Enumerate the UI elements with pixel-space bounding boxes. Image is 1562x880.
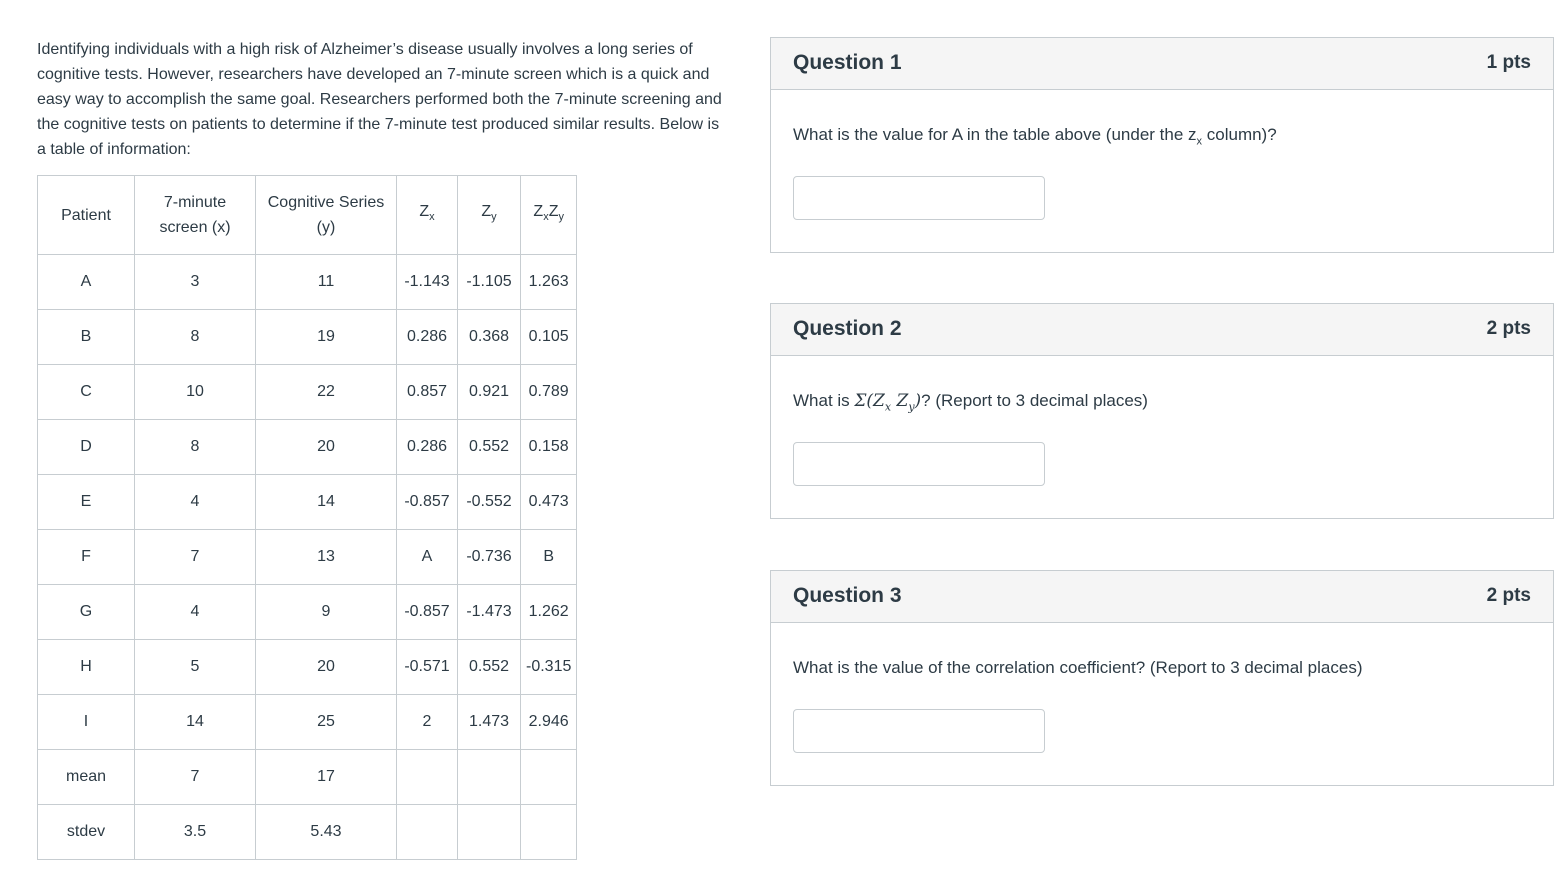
question-1-text-after: column)? — [1202, 125, 1277, 144]
cell-cognitive: 25 — [256, 695, 397, 750]
question-2-math-mid: Z — [891, 391, 909, 411]
cell-zxzy: 1.263 — [521, 255, 577, 310]
question-2-answer-input[interactable] — [793, 442, 1045, 486]
cell-cognitive: 17 — [256, 750, 397, 805]
cell-patient: F — [38, 530, 135, 585]
table-row — [38, 365, 577, 420]
table-row — [38, 255, 577, 310]
header-zx-letter: Z — [419, 203, 430, 221]
header-cognitive-line1: Cognitive Series — [267, 194, 385, 211]
cell-cognitive: 13 — [256, 530, 397, 585]
question-3-text: What is the value of the correlation coefficient? (Report to 3 decimal places) — [793, 658, 1363, 677]
table-row — [38, 585, 577, 640]
question-1-points: 1 pts — [1486, 52, 1531, 73]
table-row-stdev — [38, 805, 577, 860]
header-zy-letter: Z — [481, 203, 492, 221]
header-zxzy-letter1: Z — [533, 203, 544, 221]
question-1-text-sub: x — [1196, 135, 1203, 148]
cell-screen: 8 — [135, 420, 256, 475]
question-1-header — [771, 38, 1553, 90]
question-2-math — [854, 391, 922, 414]
cell-screen: 5 — [135, 640, 256, 695]
cell-screen: 10 — [135, 365, 256, 420]
cell-screen: 8 — [135, 310, 256, 365]
cell-cognitive: 14 — [256, 475, 397, 530]
header-screen-line2: screen (x) — [159, 219, 231, 236]
cell-zy — [458, 750, 521, 805]
cell-zy: -0.552 — [458, 475, 521, 530]
cell-screen: 7 — [135, 530, 256, 585]
question-2-math-sub1: x — [884, 400, 892, 414]
cell-zy: 1.473 — [458, 695, 521, 750]
cell-zx: 0.286 — [397, 310, 458, 365]
question-3-title: Question 3 — [793, 584, 902, 607]
cell-screen: 3 — [135, 255, 256, 310]
question-3-header — [771, 571, 1553, 623]
table-header-row — [38, 176, 577, 255]
table-row — [38, 310, 577, 365]
header-zxzy-sub2: y — [558, 211, 564, 224]
question-3-answer-input[interactable] — [793, 709, 1045, 753]
cell-zx: -1.143 — [397, 255, 458, 310]
cell-zy: -0.736 — [458, 530, 521, 585]
table-row — [38, 530, 577, 585]
cell-zx: 0.286 — [397, 420, 458, 475]
cell-zy: -1.105 — [458, 255, 521, 310]
cell-zx — [397, 805, 458, 860]
cell-patient: H — [38, 640, 135, 695]
question-1-title: Question 1 — [793, 51, 902, 74]
cell-zxzy: -0.315 — [521, 640, 577, 695]
cell-screen: 14 — [135, 695, 256, 750]
cell-patient: D — [38, 420, 135, 475]
question-2-math-sigma: Σ(Z — [854, 391, 885, 411]
question-1-card — [770, 37, 1554, 253]
cell-cognitive: 22 — [256, 365, 397, 420]
cell-cognitive: 9 — [256, 585, 397, 640]
cell-zx: A — [397, 530, 458, 585]
question-1-answer-input[interactable] — [793, 176, 1045, 220]
question-2-text-after: ? (Report to 3 decimal places) — [921, 391, 1148, 410]
cell-zx: -0.571 — [397, 640, 458, 695]
cell-screen: 3.5 — [135, 805, 256, 860]
header-zy — [458, 176, 521, 255]
header-screen — [135, 176, 256, 255]
cell-zxzy: B — [521, 530, 577, 585]
cell-zy: 0.368 — [458, 310, 521, 365]
cell-zy: -1.473 — [458, 585, 521, 640]
data-table — [37, 175, 577, 860]
question-2-text-before: What is — [793, 391, 855, 410]
question-1-text — [793, 125, 1277, 147]
cell-zy: 0.552 — [458, 640, 521, 695]
cell-cognitive: 11 — [256, 255, 397, 310]
cell-patient: E — [38, 475, 135, 530]
header-zxzy-letter2: Z — [548, 203, 559, 221]
cell-zx: 0.857 — [397, 365, 458, 420]
question-2-card — [770, 303, 1554, 519]
header-zy-sub: y — [491, 211, 497, 224]
question-2-math-sub2: y — [908, 400, 915, 414]
table-row — [38, 420, 577, 475]
cell-cognitive: 20 — [256, 420, 397, 475]
cell-zxzy: 0.105 — [521, 310, 577, 365]
cell-patient: stdev — [38, 805, 135, 860]
cell-screen: 4 — [135, 585, 256, 640]
header-zxzy — [521, 176, 577, 255]
cell-zxzy: 2.946 — [521, 695, 577, 750]
table-row — [38, 475, 577, 530]
cell-zy — [458, 805, 521, 860]
cell-patient: mean — [38, 750, 135, 805]
header-zx — [397, 176, 458, 255]
question-1-text-before: What is the value for A in the table above (under the z — [793, 125, 1197, 144]
header-screen-line1: 7-minute — [163, 194, 227, 211]
cell-cognitive: 20 — [256, 640, 397, 695]
cell-zxzy — [521, 750, 577, 805]
cell-zx: -0.857 — [397, 475, 458, 530]
cell-patient: B — [38, 310, 135, 365]
header-cognitive — [256, 176, 397, 255]
cell-zy: 0.921 — [458, 365, 521, 420]
cell-zxzy: 0.473 — [521, 475, 577, 530]
question-2-title: Question 2 — [793, 317, 902, 340]
cell-cognitive: 19 — [256, 310, 397, 365]
cell-patient: C — [38, 365, 135, 420]
cell-patient: G — [38, 585, 135, 640]
table-row — [38, 640, 577, 695]
header-patient: Patient — [38, 176, 135, 255]
cell-cognitive: 5.43 — [256, 805, 397, 860]
question-2-header — [771, 304, 1553, 356]
cell-zx: 2 — [397, 695, 458, 750]
cell-zxzy: 0.158 — [521, 420, 577, 475]
cell-screen: 7 — [135, 750, 256, 805]
cell-zxzy: 1.262 — [521, 585, 577, 640]
question-2-text — [793, 391, 1148, 413]
cell-zx — [397, 750, 458, 805]
intro-paragraph: Identifying individuals with a high risk of Alzheimer’s disease usually involves a long series of cognitive tests. However, researchers have developed an 7-minute screen which is a quick and easy way to accomplish the same goal. Researchers performed both the 7-minute screening and the cognitive tests on patients to determine if the 7-minute test produced similar results. Below is a table of information: — [37, 41, 722, 158]
cell-screen: 4 — [135, 475, 256, 530]
cell-patient: A — [38, 255, 135, 310]
table-row — [38, 695, 577, 750]
cell-zxzy: 0.789 — [521, 365, 577, 420]
question-2-points: 2 pts — [1486, 318, 1531, 339]
question-3-card — [770, 570, 1554, 786]
header-zxzy-sub1: x — [543, 211, 549, 224]
question-3-points: 2 pts — [1486, 585, 1531, 606]
cell-zy: 0.552 — [458, 420, 521, 475]
cell-zx: -0.857 — [397, 585, 458, 640]
table-row-mean — [38, 750, 577, 805]
question-2-math-end: ) — [914, 391, 922, 411]
cell-patient: I — [38, 695, 135, 750]
header-zx-sub: x — [429, 211, 435, 224]
cell-zxzy — [521, 805, 577, 860]
header-cognitive-line2: (y) — [316, 219, 336, 236]
